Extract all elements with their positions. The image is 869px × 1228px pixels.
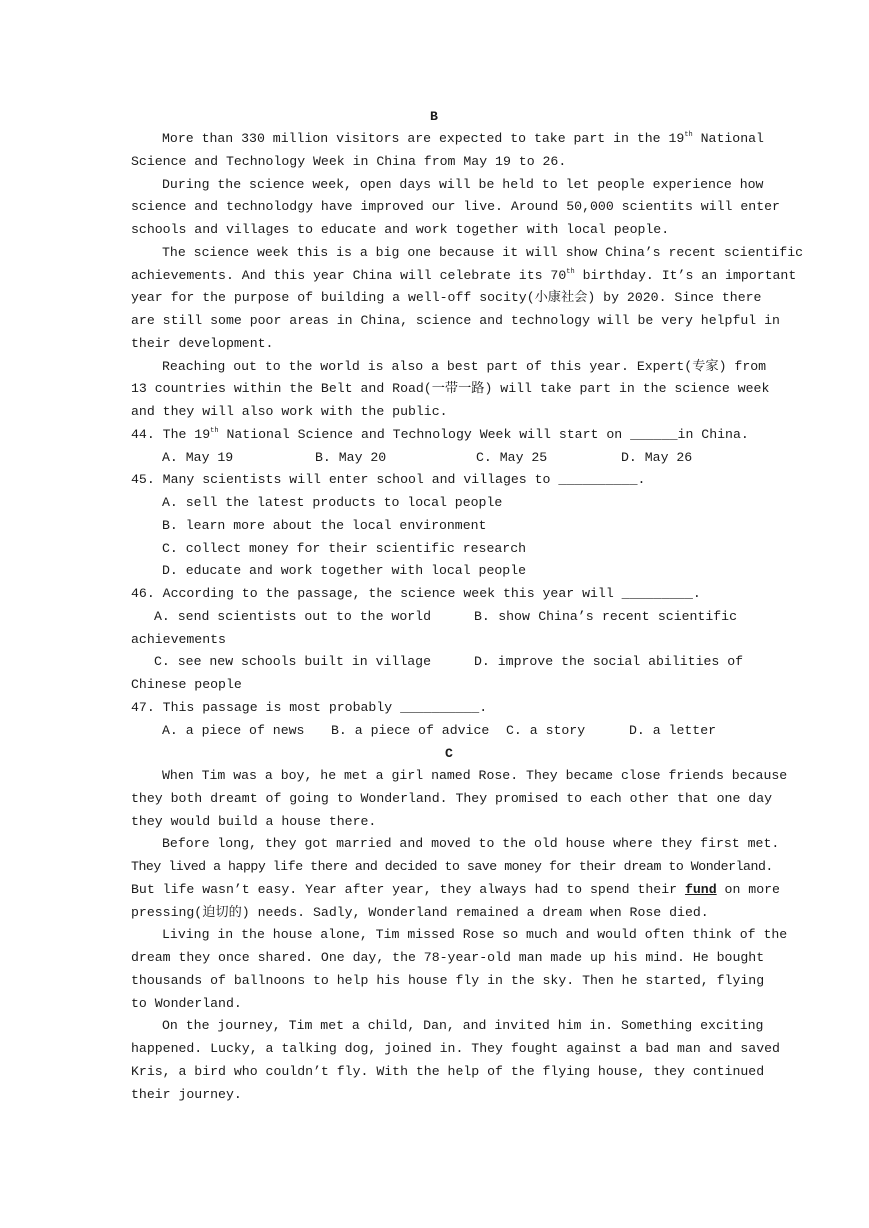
- section-heading-b: B: [430, 109, 438, 124]
- paragraph-line: they both dreamt of going to Wonderland. They promised to each other that one day: [131, 791, 773, 806]
- paragraph-line: More than 330 million visitors are expected to take part in the 19th National: [162, 131, 764, 146]
- question-44-stem: 44. The 19th National Science and Technology Week will start on ______in China.: [131, 427, 749, 442]
- paragraph-line: During the science week, open days will be held to let people experience how: [162, 177, 764, 192]
- question-44-option-d: D. May 26: [621, 450, 693, 465]
- question-45-stem: 45. Many scientists will enter school and villages to __________.: [131, 472, 646, 487]
- question-45-option-b: B. learn more about the local environment: [162, 518, 487, 533]
- paragraph-line: When Tim was a boy, he met a girl named Rose. They became close friends because: [162, 768, 788, 783]
- paragraph-line: science and technolodgy have improved our live. Around 50,000 scientits will enter: [131, 199, 780, 214]
- paragraph-line: Reaching out to the world is also a best part of this year. Expert(专家) from: [162, 359, 767, 374]
- paragraph-line: their development.: [131, 336, 274, 351]
- paragraph-line: 13 countries within the Belt and Road(一带一路) will take part in the science week: [131, 381, 770, 396]
- question-46-option-c: C. see new schools built in village: [154, 654, 431, 669]
- question-47-option-a: A. a piece of news: [162, 723, 305, 738]
- question-47-option-b: B. a piece of advice: [331, 723, 490, 738]
- question-46-option-d: D. improve the social abilities of: [474, 654, 744, 669]
- paragraph-line: Before long, they got married and moved to the old house where they first met.: [162, 836, 780, 851]
- question-46-stem: 46. According to the passage, the science week this year will _________.: [131, 586, 701, 601]
- paragraph-line: But life wasn’t easy. Year after year, they always had to spend their fund on more: [131, 882, 780, 897]
- paragraph-line: achievements. And this year China will celebrate its 70th birthday. It’s an important: [131, 268, 797, 283]
- paragraph-line: happened. Lucky, a talking dog, joined in. They fought against a bad man and saved: [131, 1041, 780, 1056]
- question-46-option-b-continued: achievements: [131, 632, 226, 647]
- question-45-option-c: C. collect money for their scientific research: [162, 541, 527, 556]
- paragraph-line: schools and villages to educate and work together with local people.: [131, 222, 670, 237]
- question-46-option-d-continued: Chinese people: [131, 677, 242, 692]
- paragraph-line: their journey.: [131, 1087, 242, 1102]
- paragraph-line: thousands of ballnoons to help his house fly in the sky. Then he started, flying: [131, 973, 765, 988]
- question-44-option-c: C. May 25: [476, 450, 548, 465]
- section-heading-c: C: [445, 746, 453, 761]
- question-47-stem: 47. This passage is most probably __________.: [131, 700, 488, 715]
- question-46-option-b: B. show China’s recent scientific: [474, 609, 737, 624]
- question-44-option-a: A. May 19: [162, 450, 234, 465]
- paragraph-line: Kris, a bird who couldn’t fly. With the help of the flying house, they continued: [131, 1064, 765, 1079]
- question-47-option-c: C. a story: [506, 723, 586, 738]
- paragraph-line: Science and Technology Week in China from May 19 to 26.: [131, 154, 567, 169]
- question-47-option-d: D. a letter: [629, 723, 717, 738]
- question-44-option-b: B. May 20: [315, 450, 387, 465]
- question-45-option-a: A. sell the latest products to local people: [162, 495, 503, 510]
- paragraph-line: to Wonderland.: [131, 996, 242, 1011]
- paragraph-line: pressing(迫切的) needs. Sadly, Wonderland remained a dream when Rose died.: [131, 905, 709, 920]
- paragraph-line: are still some poor areas in China, science and technology will be very helpful in: [131, 313, 780, 328]
- question-46-option-a: A. send scientists out to the world: [154, 609, 431, 624]
- paragraph-line: Living in the house alone, Tim missed Rose so much and would often think of the: [162, 927, 788, 942]
- paragraph-line: year for the purpose of building a well-off socity(小康社会) by 2020. Since there: [131, 290, 762, 305]
- paragraph-line: On the journey, Tim met a child, Dan, and invited him in. Something exciting: [162, 1018, 764, 1033]
- underlined-word-fund: fund: [684, 882, 717, 897]
- paragraph-line: dream they once shared. One day, the 78-year-old man made up his mind. He bought: [131, 950, 765, 965]
- paragraph-line: The science week this is a big one because it will show China’s recent scientific: [162, 245, 804, 260]
- paragraph-line: They lived a happy life there and decided to save money for their dream to Wonderland.: [131, 859, 773, 874]
- question-45-option-d: D. educate and work together with local people: [162, 563, 527, 578]
- paragraph-line: they would build a house there.: [131, 814, 377, 829]
- paragraph-line: and they will also work with the public.: [131, 404, 448, 419]
